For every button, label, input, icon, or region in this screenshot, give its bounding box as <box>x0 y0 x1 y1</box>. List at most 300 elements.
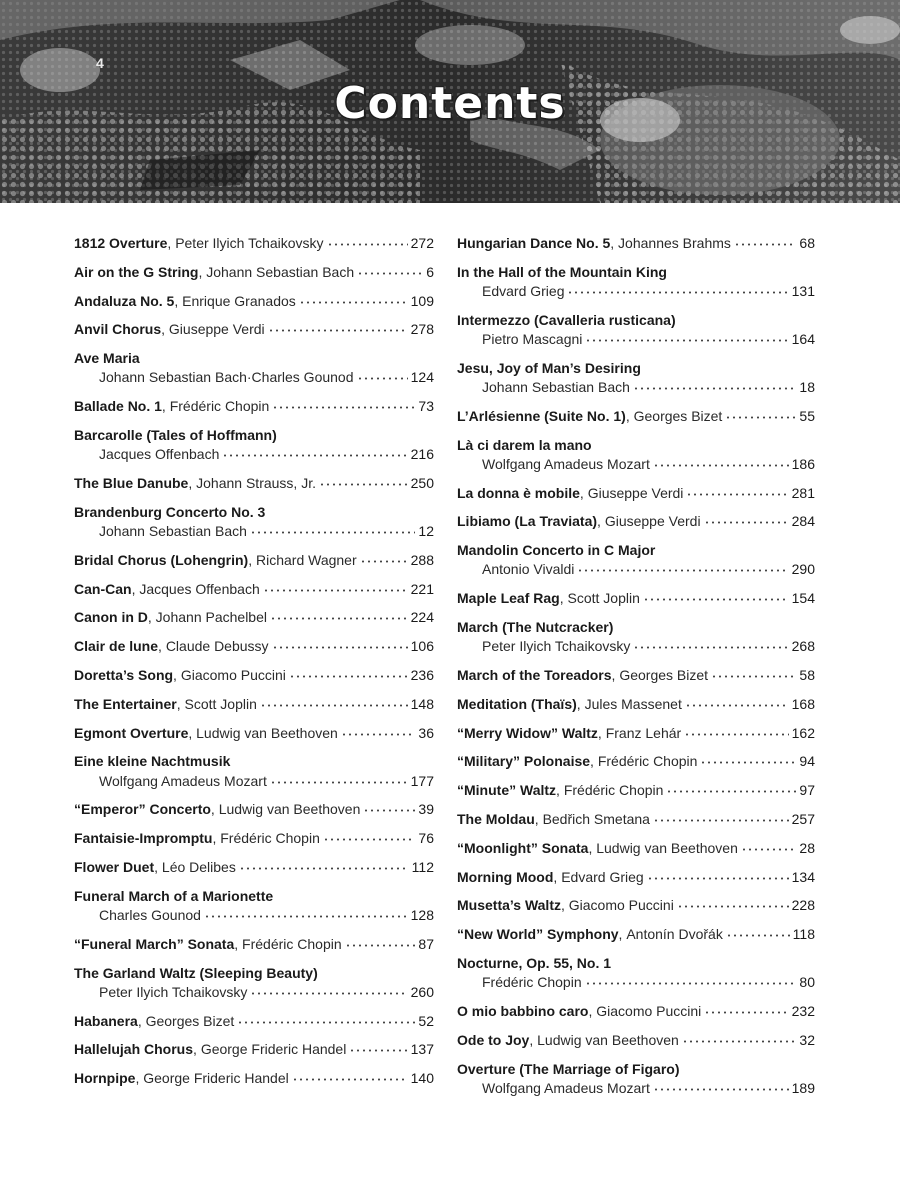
dot-leader <box>682 1031 797 1045</box>
entry-title: The Entertainer <box>74 695 177 712</box>
entry-line <box>74 695 434 714</box>
entry-separator: , <box>553 868 562 885</box>
entry-page-number: 250 <box>410 474 434 491</box>
entry-line <box>74 320 434 339</box>
entry-composer: Georges Bizet <box>633 407 723 424</box>
entry-title: Intermezzo (Cavalleria rusticana) <box>457 311 676 328</box>
entry-title: Habanera <box>74 1012 138 1029</box>
entry-composer: Claude Debussy <box>165 638 269 655</box>
entry-title: Morning Mood <box>457 868 554 885</box>
entry-page-number: 55 <box>799 407 815 424</box>
entry-title-line <box>457 436 815 455</box>
entry-composer: Wolfgang Amadeus Mozart <box>482 1079 650 1096</box>
dot-leader <box>711 666 796 680</box>
entry-page-number: 32 <box>799 1031 815 1048</box>
entry-title: Doretta’s Song <box>74 666 174 683</box>
entry-composer: Georges Bizet <box>619 666 709 683</box>
entry-page-number: 236 <box>410 666 434 683</box>
entry-title: Eine kleine Nachtmusik <box>74 753 231 770</box>
entry-composer: Johann Sebastian Bach·Charles Gounod <box>99 369 354 386</box>
entry-line <box>74 637 434 656</box>
entry-line <box>457 839 815 858</box>
entry-line <box>74 608 434 627</box>
entry-composer: Wolfgang Amadeus Mozart <box>482 455 650 472</box>
entry-composer: Peter Ilyich Tchaikovsky <box>482 638 631 655</box>
entry-composer: Wolfgang Amadeus Mozart <box>99 772 267 789</box>
entry-page-number: 278 <box>410 321 434 338</box>
dot-leader <box>327 234 408 248</box>
dot-leader <box>289 666 408 680</box>
dot-leader <box>677 896 789 910</box>
entry-title: March (The Nutcracker) <box>457 618 614 635</box>
entry-composer: Ludwig van Beethoven <box>196 724 338 741</box>
dot-leader <box>204 906 408 920</box>
entry-line <box>457 589 815 608</box>
page-title: Contents <box>334 78 566 129</box>
entry-line <box>74 397 434 416</box>
dot-leader <box>666 781 796 795</box>
dot-leader <box>647 868 789 882</box>
toc-entry <box>457 810 815 829</box>
dot-leader <box>341 724 416 738</box>
toc-entry <box>457 896 815 915</box>
entry-composer-line <box>74 445 434 464</box>
toc-entry <box>457 263 815 301</box>
toc-entry <box>457 512 815 531</box>
toc-entry <box>74 1069 434 1088</box>
entry-separator: , <box>193 1041 201 1058</box>
entry-composer-line <box>457 1079 815 1098</box>
entry-page-number: 131 <box>791 283 815 299</box>
entry-page-number: 52 <box>418 1012 434 1029</box>
entry-title: In the Hall of the Mountain King <box>457 263 667 280</box>
dot-leader <box>349 1040 407 1054</box>
entry-line <box>74 666 434 685</box>
entry-composer: Giacomo Puccini <box>596 1002 702 1019</box>
dot-leader <box>567 282 788 296</box>
entry-page-number: 216 <box>410 446 434 463</box>
entry-separator: , <box>529 1031 538 1048</box>
entry-line <box>457 724 815 743</box>
entry-title: Jesu, Joy of Man’s Desiring <box>457 359 641 376</box>
entry-composer: Peter Ilyich Tchaikovsky <box>175 235 324 251</box>
toc-entry <box>74 887 434 925</box>
entry-separator: , <box>560 897 569 914</box>
entry-title-line <box>457 359 815 378</box>
entry-separator: , <box>556 782 564 799</box>
entry-line <box>457 1031 815 1050</box>
entry-page-number: 94 <box>799 753 815 770</box>
entry-composer-line <box>457 973 815 992</box>
entry-separator: , <box>188 724 197 741</box>
toc-entry <box>457 1002 815 1021</box>
dot-leader <box>357 368 408 382</box>
toc-entry <box>457 1031 815 1050</box>
entry-line <box>457 896 815 915</box>
entry-page-number: 284 <box>791 513 815 530</box>
toc-entry <box>457 781 815 800</box>
entry-composer: Giacomo Puccini <box>568 897 674 914</box>
toc-entry <box>457 724 815 743</box>
entry-separator: , <box>248 551 256 568</box>
entry-composer: Antonín Dvořák <box>626 926 723 943</box>
entry-separator: , <box>234 935 243 952</box>
entry-composer: Jacques Offenbach <box>99 446 220 463</box>
entry-page-number: 290 <box>791 561 815 578</box>
entry-composer: Frédéric Chopin <box>169 398 270 415</box>
dot-leader <box>363 800 415 814</box>
entry-separator: , <box>534 810 543 827</box>
entry-separator: , <box>588 1002 597 1019</box>
entry-composer: Enrique Granados <box>182 292 296 309</box>
entry-composer: Jacques Offenbach <box>139 580 260 597</box>
entry-composer: Charles Gounod <box>99 906 201 923</box>
entry-title: Mandolin Concerto in C Major <box>457 542 656 559</box>
dot-leader <box>299 292 408 306</box>
entry-page-number: 97 <box>799 782 815 799</box>
entry-title: Hungarian Dance No. 5 <box>457 235 611 251</box>
toc-entry <box>74 608 434 627</box>
entry-title-line <box>457 541 815 560</box>
entry-composer: Frédéric Chopin <box>482 974 582 991</box>
entry-composer-line <box>74 368 434 387</box>
toc-entry <box>74 724 434 743</box>
toc-entry <box>74 752 434 790</box>
toc-entry <box>457 666 815 685</box>
dot-leader <box>585 973 797 987</box>
entry-title: “Merry Widow” Waltz <box>457 724 598 741</box>
entry-composer-line <box>457 560 815 579</box>
entry-composer: Ludwig van Beethoven <box>537 1031 679 1048</box>
entry-title: Bridal Chorus (Lohengrin) <box>74 551 249 568</box>
toc-entry <box>457 1060 815 1098</box>
dot-leader <box>726 925 790 939</box>
dot-leader <box>250 522 416 536</box>
entry-page-number: 36 <box>418 724 434 741</box>
toc-entry <box>74 292 434 311</box>
dot-leader <box>292 1069 408 1083</box>
entry-line <box>457 512 815 531</box>
entry-line <box>457 868 815 887</box>
toc-entry <box>74 800 434 819</box>
entry-line <box>457 484 815 503</box>
entry-page-number: 137 <box>410 1041 434 1058</box>
toc-entry <box>74 637 434 656</box>
entry-line <box>457 752 815 771</box>
toc-entry <box>457 752 815 771</box>
entry-page-number: 6 <box>426 263 434 280</box>
entry-separator: , <box>167 235 176 251</box>
header-banner <box>0 0 900 203</box>
dot-leader <box>684 724 788 738</box>
entry-composer: Edvard Grieg <box>482 283 565 299</box>
entry-title-line <box>74 887 434 906</box>
toc-entry <box>457 954 815 992</box>
entry-line <box>74 724 434 743</box>
toc-entry <box>457 925 815 944</box>
toc-entry <box>74 829 434 848</box>
dot-leader <box>643 589 789 603</box>
entry-line <box>457 695 815 714</box>
entry-composer: Johann Sebastian Bach <box>99 522 247 539</box>
entry-title: March of the Toreadors <box>457 666 612 683</box>
entry-title: Là ci darem la mano <box>457 436 592 453</box>
entry-composer: George Frideric Handel <box>143 1070 289 1087</box>
entry-title-line <box>74 752 434 771</box>
entry-page-number: 260 <box>410 983 434 1000</box>
entry-line <box>457 666 815 685</box>
dot-leader <box>704 1002 788 1016</box>
entry-title-line <box>74 503 434 522</box>
entry-line <box>74 580 434 599</box>
toc-entry <box>457 618 815 656</box>
entry-composer: Scott Joplin <box>567 590 640 607</box>
dot-leader <box>734 234 797 248</box>
entry-line <box>457 925 815 944</box>
dot-leader <box>319 474 408 488</box>
entry-line <box>74 263 434 282</box>
toc-entry <box>74 858 434 877</box>
toc-entry <box>74 263 434 282</box>
entry-page-number: 164 <box>791 331 815 347</box>
entry-title-line <box>457 311 815 330</box>
dot-leader <box>270 608 408 622</box>
entry-page-number: 168 <box>791 695 815 712</box>
entry-title: “Minute” Waltz <box>457 782 557 799</box>
entry-title: Hallelujah Chorus <box>74 1041 194 1058</box>
entry-title: Fantaisie-Impromptu <box>74 830 213 847</box>
entry-title: Funeral March of a Marionette <box>74 887 274 904</box>
entry-composer-line <box>457 282 815 301</box>
entry-page-number: 39 <box>418 801 434 818</box>
entry-title-line <box>74 426 434 445</box>
entry-page-number: 12 <box>418 522 434 539</box>
entry-composer-line <box>457 637 815 656</box>
entry-title: Musetta’s Waltz <box>457 897 561 914</box>
entry-title: The Moldau <box>457 810 535 827</box>
entry-page-number: 162 <box>791 724 815 741</box>
entry-title: Canon in D <box>74 609 148 626</box>
entry-title: The Blue Danube <box>74 474 189 491</box>
entry-line <box>74 292 434 311</box>
entry-page-number: 124 <box>410 369 434 386</box>
toc-entry <box>74 1040 434 1059</box>
entry-composer: Georges Bizet <box>145 1012 235 1029</box>
entry-composer: Giacomo Puccini <box>180 666 286 683</box>
toc-entry <box>457 311 815 349</box>
entry-page-number: 28 <box>799 839 815 856</box>
dot-leader <box>653 810 789 824</box>
dot-leader <box>345 935 416 949</box>
entry-page-number: 112 <box>411 858 434 875</box>
entry-title: La donna è mobile <box>457 484 580 501</box>
toc-entry <box>74 397 434 416</box>
entry-title: Can-Can <box>74 580 132 597</box>
entry-separator: , <box>161 398 170 415</box>
entry-composer-line <box>457 378 815 397</box>
entry-page-number: 281 <box>791 484 815 501</box>
entry-separator: , <box>590 753 598 770</box>
entry-composer: Léo Delibes <box>161 858 236 875</box>
entry-composer-line <box>74 522 434 541</box>
entry-composer: Ludwig van Beethoven <box>218 801 361 818</box>
entry-line <box>74 234 434 253</box>
entry-line <box>74 829 434 848</box>
entry-separator: , <box>131 580 140 597</box>
entry-composer: George Frideric Handel <box>200 1041 347 1058</box>
entry-composer: Pietro Mascagni <box>482 331 583 347</box>
entry-page-number: 232 <box>791 1002 815 1019</box>
entry-composer: Jules Massenet <box>584 695 682 712</box>
entry-composer: Richard Wagner <box>256 551 357 568</box>
entry-page-number: 177 <box>410 772 434 789</box>
toc-entry <box>74 580 434 599</box>
entry-page-number: 68 <box>799 235 815 251</box>
contents-column-left <box>74 234 434 1098</box>
toc-entry <box>74 695 434 714</box>
entry-title: Nocturne, Op. 55, No. 1 <box>457 954 612 971</box>
entry-title: Ode to Joy <box>457 1031 530 1048</box>
entry-title: Flower Duet <box>74 858 155 875</box>
dot-leader <box>725 407 796 421</box>
entry-separator: , <box>188 474 197 491</box>
entry-title-line <box>457 263 815 282</box>
entry-separator: , <box>174 292 183 309</box>
entry-composer: Johann Strauss, Jr. <box>196 474 316 491</box>
entry-title: The Garland Waltz (Sleeping Beauty) <box>74 964 318 981</box>
entry-separator: , <box>597 513 605 530</box>
entry-line <box>74 1012 434 1031</box>
entry-title: Clair de lune <box>74 638 159 655</box>
entry-title: Maple Leaf Rag <box>457 590 560 607</box>
dot-leader <box>633 637 788 651</box>
entry-composer: Edvard Grieg <box>561 868 644 885</box>
dot-leader <box>272 397 415 411</box>
entry-title: Ave Maria <box>74 350 140 367</box>
dot-leader <box>700 752 796 766</box>
toc-entry <box>74 349 434 387</box>
entry-composer-line <box>74 772 434 791</box>
entry-separator: , <box>173 666 181 683</box>
entry-title: Ballade No. 1 <box>74 398 162 415</box>
entry-line <box>457 810 815 829</box>
entry-line <box>74 800 434 819</box>
toc-entry <box>74 551 434 570</box>
entry-page-number: 272 <box>410 235 434 251</box>
toc-entry <box>457 541 815 579</box>
entry-composer: Frédéric Chopin <box>563 782 664 799</box>
entry-line <box>457 781 815 800</box>
entry-separator: , <box>135 1070 144 1087</box>
entry-title: 1812 Overture <box>74 235 168 251</box>
entry-page-number: 186 <box>791 455 815 472</box>
toc-entry <box>74 503 434 541</box>
entry-line <box>74 935 434 954</box>
entry-composer: Peter Ilyich Tchaikovsky <box>99 983 248 1000</box>
entry-title: Andaluza No. 5 <box>74 292 175 309</box>
dot-leader <box>250 983 407 997</box>
contents-column-right <box>457 234 815 1108</box>
page-number: 4 <box>96 55 104 71</box>
entry-title: “Military” Polonaise <box>457 753 591 770</box>
toc-entry <box>457 484 815 503</box>
entry-page-number: 154 <box>791 590 815 607</box>
entry-composer-line <box>457 330 815 349</box>
entry-separator: , <box>610 235 619 251</box>
entry-title: Air on the G String <box>74 263 199 280</box>
dot-leader <box>237 1012 415 1026</box>
entry-title: “Funeral March” Sonata <box>74 935 235 952</box>
toc-entry <box>457 234 815 253</box>
toc-entry <box>74 474 434 493</box>
toc-entry <box>74 320 434 339</box>
entry-page-number: 288 <box>410 551 434 568</box>
entry-line <box>457 234 815 253</box>
entry-separator: , <box>210 801 219 818</box>
entry-title: O mio babbino caro <box>457 1002 589 1019</box>
dot-leader <box>633 378 797 392</box>
entry-separator: , <box>161 321 169 338</box>
dot-leader <box>653 1079 789 1093</box>
entry-page-number: 228 <box>791 897 815 914</box>
entry-composer: Johann Sebastian Bach <box>206 263 355 280</box>
entry-page-number: 224 <box>410 609 434 626</box>
entry-composer: Johann Sebastian Bach <box>482 379 630 395</box>
toc-entry <box>74 1012 434 1031</box>
entry-page-number: 87 <box>418 935 434 952</box>
entry-title: “Emperor” Concerto <box>74 801 211 818</box>
entry-composer: Frédéric Chopin <box>597 753 698 770</box>
toc-entry <box>457 695 815 714</box>
entry-page-number: 257 <box>791 810 815 827</box>
dot-leader <box>260 695 408 709</box>
entry-composer: Ludwig van Beethoven <box>596 839 738 856</box>
entry-composer-line <box>74 983 434 1002</box>
dot-leader <box>686 484 788 498</box>
dot-leader <box>585 330 788 344</box>
entry-page-number: 134 <box>791 868 815 885</box>
toc-entry <box>457 839 815 858</box>
entry-composer: Franz Lehár <box>605 724 682 741</box>
dot-leader <box>272 637 408 651</box>
entry-separator: , <box>559 590 568 607</box>
entry-page-number: 18 <box>799 379 815 395</box>
entry-line <box>74 1040 434 1059</box>
dot-leader <box>222 445 407 459</box>
entry-composer: Frédéric Chopin <box>242 935 342 952</box>
entry-title-line <box>457 954 815 973</box>
entry-separator: , <box>137 1012 146 1029</box>
entry-separator: , <box>212 830 221 847</box>
dot-leader <box>577 560 788 574</box>
entry-page-number: 76 <box>418 830 434 847</box>
entry-title: Brandenburg Concerto No. 3 <box>74 503 266 520</box>
toc-entry <box>457 436 815 474</box>
dot-leader <box>239 858 409 872</box>
entry-composer-line <box>457 455 815 474</box>
entry-separator: , <box>198 263 207 280</box>
entry-title: Egmont Overture <box>74 724 189 741</box>
toc-entry <box>457 359 815 397</box>
dot-leader <box>270 772 408 786</box>
entry-title: Overture (The Marriage of Figaro) <box>457 1060 680 1077</box>
entry-title-line <box>457 1060 815 1079</box>
toc-entry <box>74 234 434 253</box>
entry-page-number: 268 <box>791 638 815 655</box>
entry-separator: , <box>579 484 588 501</box>
entry-page-number: 140 <box>410 1070 434 1087</box>
toc-entry <box>457 868 815 887</box>
